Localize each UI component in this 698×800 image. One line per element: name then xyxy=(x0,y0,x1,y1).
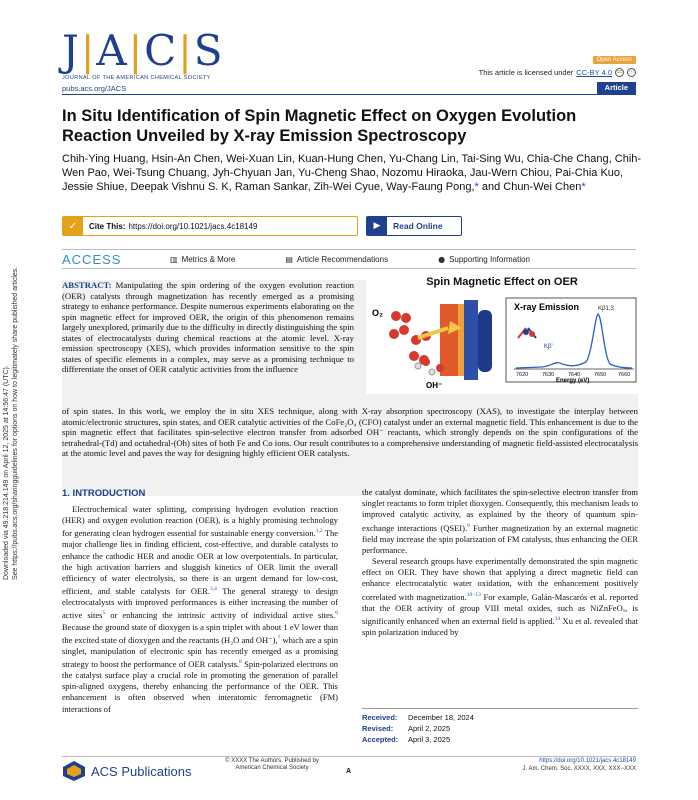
logo-letter-a: A xyxy=(96,26,129,75)
abstract-part2: of spin states. In this work, we employ the in situ XES technique, along with X-ray absorption spectroscopy (XAS), to investigate the interplay between atomic/electronic structures, spin states, and OER catalytic activities of the CoFe₂O₄ (CFO) catalyst under an external magnetic field. This enhancement is due to the spin magnetic effect that facilitates spin-selective electron transfer from adsorbed OH⁻ reactants, which strongly depends on the spin configurations of the tetrahedral-(Td) and octahedral-(Oh) sites of both Fe and Co ions. Our result contributes to a comprehensive understanding of magnetic field-assisted electrocatalysis at the atomic level and paves the way for designing highly efficient OER catalysts. xyxy=(62,406,638,458)
toc-illustration xyxy=(366,276,638,394)
access-label: ACCESS xyxy=(62,251,122,267)
intro-right-column xyxy=(362,487,638,638)
license-text: This article is licensed under xyxy=(478,68,574,77)
reference-marker[interactable]: 3,4 xyxy=(210,586,217,593)
abstract-label: ABSTRACT: xyxy=(62,280,112,290)
corresponding-author-icon[interactable]: * xyxy=(474,181,479,193)
received-date: December 18, 2024 xyxy=(408,713,474,722)
accepted-label: Accepted: xyxy=(362,735,399,744)
authors-last: and Chun-Wei Chen xyxy=(481,181,582,193)
metrics-label: Metrics & More xyxy=(181,254,236,264)
corresponding-author-icon[interactable]: * xyxy=(581,181,586,193)
abstract-text-top xyxy=(62,280,354,375)
logo-letter-s: S xyxy=(193,26,225,75)
journal-full-name: JOURNAL OF THE AMERICAN CHEMICAL SOCIETY xyxy=(62,75,211,81)
metrics-link[interactable] xyxy=(170,255,235,264)
received-label: Received: xyxy=(362,713,398,722)
toc-graphic xyxy=(366,276,638,394)
abstract-part1: Manipulating the spin ordering of the oxygen evolution reaction (OER) catalysts through magnetization has recently emerged as a promising strategy to enhance performance. Despite numerous experiments elaborating on the spin magnetic effect for improved OER, the origin of this phenomenon remains largely unexplored, primarily due to the difficulty in directly distinguishing the spin states of electrocatalysts during chemical reactions at the atomic level. X-ray emission spectroscopy (XES), which provides information sensitive to the spin states of specific elements in a complex, may serve as a promising technique to differentiate the onset of OER catalytic activities from the influence xyxy=(62,280,355,374)
journal-site-link[interactable]: pubs.acs.org/JACS xyxy=(62,84,127,93)
license-line xyxy=(479,68,636,77)
catalyst-slab xyxy=(440,300,492,380)
recommendations-icon: ▤ xyxy=(285,254,293,264)
read-online-label: Read Online xyxy=(393,221,443,231)
recommendations-label: Article Recommendations xyxy=(296,254,389,264)
copyright-notice xyxy=(212,758,332,772)
oxygen-molecules xyxy=(389,311,431,365)
intro-paragraph: Several research groups have experimentally demonstrated the spin magnetic effect on OER. They have shown that applying a direct magnetic field can enhance electrocatalytic water oxidation, with the enhancement positively correlated with magnetization.$^{10-13}$ For example, Galán-Mascarós et al. reported that the OER activity of group VIII metal oxides, such as NiZnFeOₓ, is significantly enhanced when an external field is applied.$^{14}$ Xu et al. revealed that spin polarization induced by xyxy=(362,556,638,637)
xes-xlabel: Energy (eV) xyxy=(556,378,590,384)
xes-inset-title: X-ray Emission xyxy=(514,302,580,312)
copyright-line1: © XXXX The Authors. Published by xyxy=(225,758,319,764)
acs-hexagon-icon xyxy=(62,760,86,782)
xtick-7630: 7630 xyxy=(542,372,555,378)
supporting-info-label: Supporting Information xyxy=(449,254,530,264)
cc-icon: cc xyxy=(617,69,622,75)
logo-letter-c: C xyxy=(144,26,179,75)
metrics-icon: ▥ xyxy=(170,254,178,264)
reference-marker[interactable]: 5 xyxy=(102,610,106,617)
copyright-line2: American Chemical Society xyxy=(235,765,309,771)
download-notice-line1: Downloaded via 49.218.214.149 on April 12, 2025 at 14:56:47 (UTC). xyxy=(3,365,10,580)
supporting-info-link[interactable] xyxy=(438,255,530,264)
accepted-date: April 3, 2025 xyxy=(408,735,451,744)
cc-by-icon: ⓘ xyxy=(628,69,634,75)
acs-publications-logo[interactable] xyxy=(62,760,191,782)
kb13-label: Kβ1,3 xyxy=(598,306,614,312)
logo-letter-j: J xyxy=(62,26,81,75)
download-notice xyxy=(2,240,28,580)
download-notice-line2: See https://pubs.acs.org/sharingguidelines for options on how to legitimately share published articles. xyxy=(12,266,19,580)
intro-paragraph: Electrochemical water splitting, comprising hydrogen evolution reaction (HER) and oxygen evolution reaction (OER), is a highly promising technology for generating clean hydrogen essential for sustainable energy conversion.$^{1,2}$ The major challenge lies in finding efficient, cost-effective, and durable catalysts to enhance the cathodic HER and anodic OER at low overpotentials. In particular, the high activation barriers and sluggish kinetics of OER limit the overall efficiency of water electrolysis, so there is an urgent demand for low-cost, efficient, and stable catalysts for OER.$^{3,4}$ The general strategy to design electrocatalysts with improved performances is either increasing the number of active sites$^5$ or enhancing the intrinsic activity of individual active sites.$^6$ Because the ground state of dioxygen is a spin triplet with about 1 eV lower than the excited state of dioxygen and the reactants (H₂O and OH⁻),$^7$ which are a spin singlet, manipulation of electronic spin has recently emerged as a promising strategy to boost the performance of OER catalysts.$^8$ Spin-polarized electrons on the catalyst surface play a crucial role in promoting the generation of parallel spin-aligned oxygens, thereby enhancing the performance of the OER. This enhancement is often observed when interatomic ferromagnetic (FM) interactions of xyxy=(62,504,339,714)
reference-marker[interactable]: 6 xyxy=(335,610,338,617)
intro-paragraph: the catalyst dominate, which facilitates the spin-selective electron transfer from singlet reactants to form triplet dioxygen. Consequently, this mechanism leads to improved catalytic activity, as explained by the theory of quantum spin-exchange interactions (QSEI).$^9$ Further magnetization by an external magnetic field may increase the spin polarization of FM catalysts, thus enhancing the OER performance. xyxy=(362,487,639,555)
revised-date: April 2, 2025 xyxy=(408,724,451,733)
read-online-icon: ▶ xyxy=(367,217,387,235)
header-rule xyxy=(62,94,636,95)
intro-heading: 1. INTRODUCTION xyxy=(62,488,146,499)
article-title: In Situ Identification of Spin Magnetic Effect on Oxygen Evolution Reaction Unveiled by X-ray Emission Spectroscopy xyxy=(62,107,577,145)
o2-label: O₂ xyxy=(372,308,383,318)
xtick-7660: 7660 xyxy=(618,372,631,378)
license-link[interactable]: CC-BY 4.0 xyxy=(576,68,612,77)
reference-marker[interactable]: 10−13 xyxy=(466,591,481,598)
reference-marker[interactable]: 1,2 xyxy=(315,528,323,535)
xtick-7650: 7650 xyxy=(594,372,607,378)
footer-journal-citation: J. Am. Chem. Soc. XXXX, XXX, XXX−XXX xyxy=(522,765,636,772)
page-number: A xyxy=(346,768,352,775)
kb-prime-label: Kβ' xyxy=(544,344,553,350)
revised-label: Revised: xyxy=(362,724,394,733)
open-access-badge: Open Access xyxy=(593,56,636,64)
footer-rule xyxy=(62,756,636,757)
article-type-tab: Article xyxy=(597,82,636,94)
recommendations-link[interactable] xyxy=(285,255,388,264)
xtick-7640: 7640 xyxy=(568,372,581,378)
publication-dates xyxy=(362,708,638,745)
journal-logo[interactable]: J|A|C|S JOURNAL OF THE AMERICAN CHEMICAL SOCIETY xyxy=(62,26,225,81)
oh-label: OH⁻ xyxy=(426,381,443,390)
intro-left-column xyxy=(62,504,338,715)
cite-this-box[interactable] xyxy=(62,216,358,236)
toc-title: Spin Magnetic Effect on OER xyxy=(426,276,578,288)
footer-citation xyxy=(522,758,636,773)
xtick-7620: 7620 xyxy=(516,372,529,378)
reference-marker[interactable]: 9 xyxy=(467,522,470,529)
access-bar xyxy=(62,249,636,269)
publisher-name: ACS Publications xyxy=(91,763,192,779)
reference-marker[interactable]: 14 xyxy=(554,615,561,622)
quote-icon: ✓ xyxy=(63,217,83,235)
footer-doi-link[interactable]: https://doi.org/10.1021/jacs.4c18149 xyxy=(539,758,636,764)
cite-label: Cite This: xyxy=(89,221,126,231)
authors-text: Chih-Ying Huang, Hsin-An Chen, Wei-Xuan Lin, Kuan-Hung Chen, Yu-Chang Lin, Tai-Sing Wu, Chia-Che Chang, Chih-Wen Pao, Wei-Tsung Chuang, Jyh-Chyuan Jan, Yu-Cheng Shao, Nozomu Hiraoka, Jau-Wern Chiou, Pai-Chia Kuo, Jessie Shiue, Deepak Vishnu S. K, Raman Sankar, Zih-Wei Cyue, Way-Faung Pong, xyxy=(62,153,642,193)
cite-url[interactable]: https://doi.org/10.1021/jacs.4c18149 xyxy=(128,221,258,231)
reference-marker[interactable]: 8 xyxy=(239,658,242,665)
read-online-button[interactable] xyxy=(366,216,462,236)
author-list xyxy=(62,152,642,194)
supporting-info-icon: ● xyxy=(438,254,446,264)
reference-marker[interactable]: 7 xyxy=(277,634,281,641)
